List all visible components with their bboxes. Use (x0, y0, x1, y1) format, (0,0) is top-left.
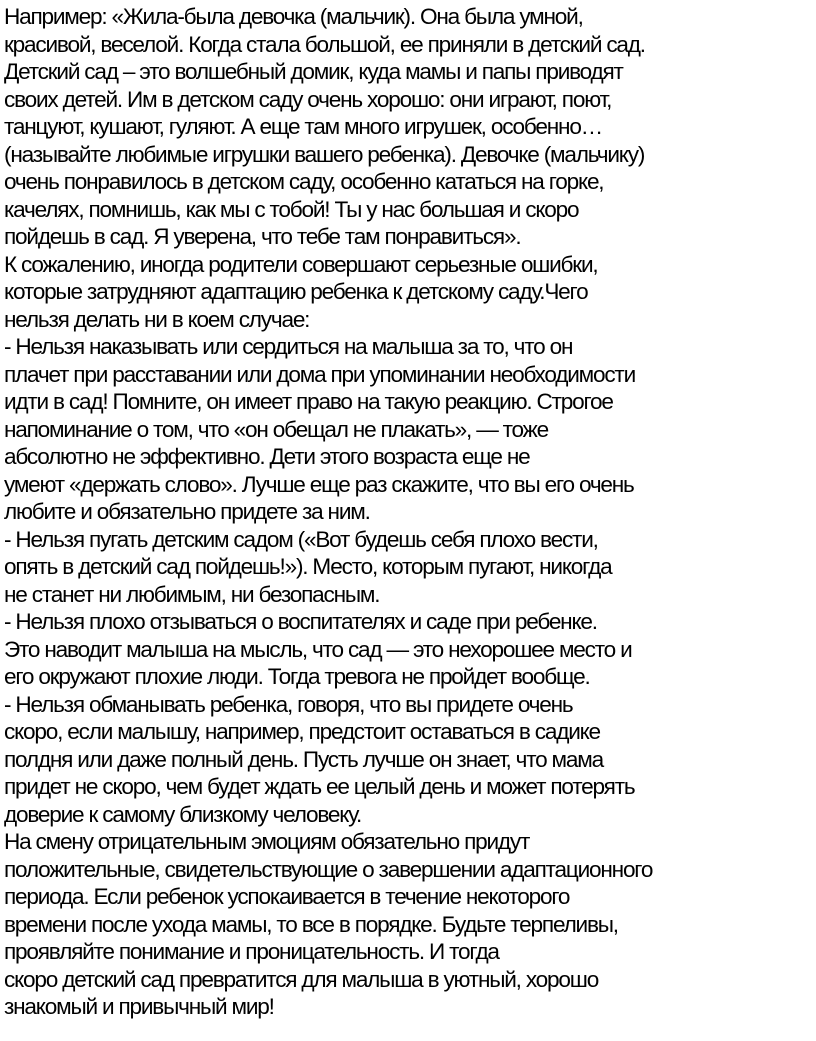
text-line: умеют «держать слово». Лучше еще раз скажите, что вы его очень (4, 471, 634, 497)
text-line: Например: «Жила-была девочка (мальчик). Она была умной, (4, 4, 583, 29)
text-line: нельзя делать ни в коем случае: (4, 306, 310, 332)
text-line: придет не скоро, чем будет ждать ее целый день и может потерять (4, 774, 635, 799)
text-line: которые затрудняют адаптацию ребенка к детскому саду.Чего (4, 279, 588, 304)
text-line: качелях, помнишь, как мы с тобой! Ты у нас большая и скоро (4, 196, 579, 222)
text-line: положительные, свидетельствующие о завершении адаптационного (4, 856, 653, 882)
document-body (4, 3, 812, 1021)
text-line: танцуют, кушают, гуляют. А еще там много игрушек, особенно… (4, 114, 603, 139)
text-line: скоро, если малышу, например, предстоит оставаться в садике (4, 719, 600, 744)
text-line: Это наводит малыша на мысль, что сад — это нехорошее место и (4, 636, 632, 662)
text-line: проявляйте понимание и проницательность. И тогда (4, 939, 499, 964)
text-line: периода. Если ребенок успокаивается в течение некоторого (4, 884, 570, 909)
text-line: напоминание о том, что «он обещал не плакать», — тоже (4, 416, 548, 442)
text-line: - Нельзя пугать детским садом («Вот будешь себя плохо вести, (4, 526, 598, 552)
text-line: очень понравилось в детском саду, особенно кататься на горке, (4, 169, 604, 194)
text-line: его окружают плохие люди. Тогда тревога не пройдет вообще. (4, 664, 590, 689)
text-line: времени после ухода мамы, то все в порядке. Будьте терпеливы, (4, 911, 618, 937)
text-line: Детский сад – это волшебный домик, куда мамы и папы приводят (4, 59, 623, 84)
text-line: красивой, веселой. Когда стала большой, ее приняли в детский сад. (4, 31, 645, 57)
text-line: (называйте любимые игрушки вашего ребенка). Девочке (мальчику) (4, 141, 645, 167)
text-line: идти в сад! Помните, он имеет право на такую реакцию. Строгое (4, 389, 613, 414)
text-line: - Нельзя наказывать или сердиться на малыша за то, что он (4, 334, 573, 359)
text-line: не станет ни любимым, ни безопасным. (4, 581, 380, 607)
text-line: На смену отрицательным эмоциям обязательно придут (4, 829, 530, 854)
text-line: любите и обязательно придете за ним. (4, 499, 370, 524)
text-line: пойдешь в сад. Я уверена, что тебе там понравиться». (4, 224, 521, 249)
text-line: абсолютно не эффективно. Дети этого возраста еще не (4, 444, 530, 469)
text-line: опять в детский сад пойдешь!»). Место, которым пугают, никогда (4, 554, 612, 579)
text-line: доверие к самому близкому человеку. (4, 801, 362, 827)
text-line: полдня или даже полный день. Пусть лучше он знает, что мама (4, 746, 603, 772)
text-line: - Нельзя плохо отзываться о воспитателях и саде при ребенке. (4, 609, 597, 634)
text-line: К сожалению, иногда родители совершают серьезные ошибки, (4, 251, 598, 277)
text-line: знакомый и привычный мир! (4, 994, 274, 1019)
text-line: скоро детский сад превратится для малыша в уютный, хорошо (4, 966, 599, 992)
text-line: - Нельзя обманывать ребенка, говоря, что вы придете очень (4, 691, 573, 717)
text-line: своих детей. Им в детском саду очень хорошо: они играют, поют, (4, 86, 612, 112)
text-line: плачет при расставании или дома при упоминании необходимости (4, 361, 635, 387)
